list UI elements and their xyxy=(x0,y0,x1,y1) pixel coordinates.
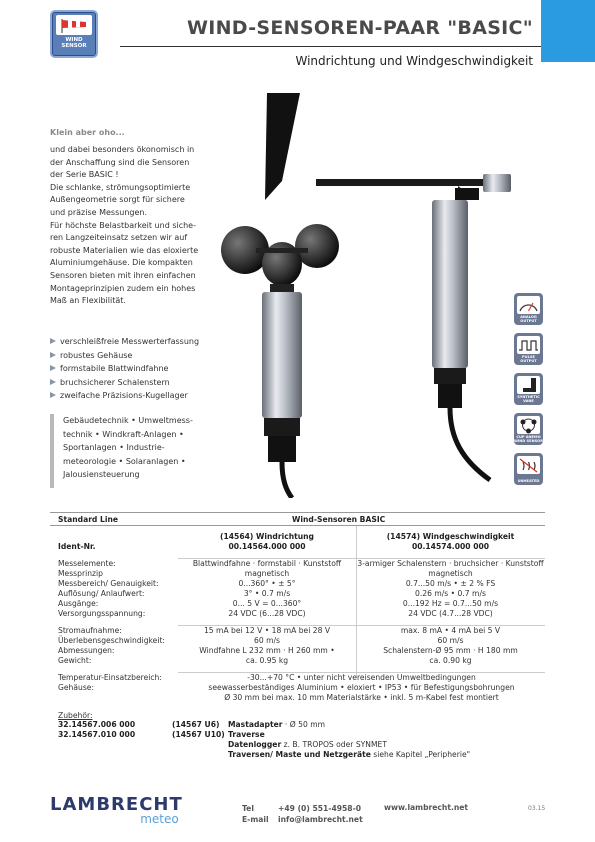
product-photo xyxy=(200,88,520,498)
accessory-row: 32.14567.006 000 (14567 U6) Mastadapter · Ø 50 mm xyxy=(58,720,325,729)
feature-icon-column xyxy=(514,293,544,493)
table-row: Messelemente: Blattwindfahne · formstabil · Kunststoff 3-armiger Schalenstern · bruchsicher · Kunststoff xyxy=(58,559,544,568)
col1-ident: 00.14564.000 000 xyxy=(228,542,306,551)
table-row: Überlebensgeschwindigkeit: 60 m/s 60 m/s xyxy=(58,636,464,645)
table-row: Messprinzip magnetisch magnetisch xyxy=(58,569,473,578)
intro-line: Maß an Flexibilität. xyxy=(50,296,126,306)
pulse-output-icon: PULSE OUTPUT xyxy=(514,333,543,365)
feature-item: robustes Gehäuse xyxy=(50,349,199,363)
accessory-row: Datenlogger z. B. TROPOS oder SYNMET xyxy=(228,740,387,749)
website-link[interactable]: www.lambrecht.net xyxy=(384,803,469,812)
intro-line: und dabei besonders ökonomisch in xyxy=(50,145,195,154)
intro-line: Außengeometrie sorgt für sichere xyxy=(50,195,185,205)
intro-line: ren Langzeiteinsatz setzen wir auf xyxy=(50,233,188,243)
badge-label-line2: SENSOR xyxy=(61,43,87,49)
accessory-row: Traversen/ Maste und Netzgeräte siehe Kapitel „Peripherie" xyxy=(228,750,471,759)
feature-item: formstabile Blattwindfahne xyxy=(50,362,199,376)
intro-line: und präzise Messungen. xyxy=(50,207,147,217)
applications-line: meteorologie • Solaranlagen • xyxy=(63,456,186,466)
triangle-bullet-icon xyxy=(50,338,56,344)
accessory-row: 32.14567.010 000 (14567 U10) Traverse xyxy=(58,730,265,739)
intro-line: robuste Materialien wie das eloxierte xyxy=(50,245,199,255)
table-row: Temperatur-Einsatzbereich: -30...+70 °C • unter nicht vereisenden Umweltbedingungen xyxy=(58,673,476,682)
table-row: Versorgungsspannung: 24 VDC (6...28 VDC) 24 VDC (4.7...28 VDC) xyxy=(58,609,493,618)
col2-ident: 00.14574.000 000 xyxy=(411,542,490,551)
col1-title: (14564) Windrichtung xyxy=(220,532,314,541)
feature-item: verschleißfreie Messwerterfassung xyxy=(50,335,199,349)
intro-line: Aluminiumgehäuse. Die kompakten xyxy=(50,258,193,268)
tel-value[interactable]: +49 (0) 551-4958-0 xyxy=(278,804,362,813)
table-row: Ø 30 mm bei max. 10 mm Materialstärke • inkl. 5 m-Kabel fest montiert xyxy=(224,693,499,702)
table-row: Gewicht: ca. 0.95 kg ca. 0.90 kg xyxy=(58,656,472,665)
synthetic-vane-icon: SYNTHETIC VANE xyxy=(514,373,543,405)
unheated-icon: UNHEATED xyxy=(514,453,543,485)
spec-rows xyxy=(50,558,545,703)
feature-list xyxy=(50,335,199,403)
col2-title: (14574) Windgeschwindigkeit xyxy=(386,532,515,541)
intro-line: der Serie BASIC ! xyxy=(50,170,119,180)
applications-box xyxy=(50,414,200,488)
ident-label: Ident-Nr. xyxy=(58,542,96,551)
applications-line: Gebäudetechnik • Umweltmess- xyxy=(63,416,193,425)
wind-vane xyxy=(265,93,511,480)
triangle-bullet-icon xyxy=(50,379,56,385)
intro-heading: Klein aber oho... xyxy=(50,128,125,137)
spec-table xyxy=(50,512,545,760)
cup-anemometer-icon: CUP ANEMO WIND SENSOR xyxy=(514,413,543,445)
triangle-bullet-icon xyxy=(50,365,56,371)
table-row: Gehäuse: seewasserbeständiges Aluminium • eloxiert • IP53 • für Befestigungsbohrungen xyxy=(58,683,515,692)
triangle-bullet-icon xyxy=(50,392,56,398)
cup-anemometer xyxy=(221,224,339,498)
email-link[interactable]: info@lambrecht.net xyxy=(278,815,363,824)
applications-line: Sportanlagen • Industrie- xyxy=(63,443,165,452)
tel-label: Tel xyxy=(242,804,254,813)
analog-output-icon: ANALOG OUTPUT xyxy=(514,293,543,325)
feature-item: zweifache Präzisions-Kugellager xyxy=(50,389,199,403)
intro-line: der Anschaffung sind die Sensoren xyxy=(50,157,190,167)
column-headers xyxy=(50,526,545,551)
badge-label-line1: WIND xyxy=(65,37,83,43)
intro-line: Die schlanke, strömungsoptimierte xyxy=(50,182,191,192)
applications-line: technik • Windkraft-Anlagen • xyxy=(63,429,184,439)
product-line-label: Wind-Sensoren BASIC xyxy=(292,515,386,524)
page-title: WIND-SENSOREN-PAAR "BASIC" xyxy=(186,17,533,39)
table-row: Stromaufnahme: 15 mA bei 12 V • 18 mA bei 28 V max. 8 mA • 4 mA bei 5 V xyxy=(58,626,501,635)
contact-block xyxy=(242,803,363,825)
table-row: Ausgänge: 0... 5 V = 0...360° 0...192 Hz = 0.7...50 m/s xyxy=(58,599,499,608)
applications-line: Jalousiensteuerung xyxy=(63,470,140,479)
corner-accent-tab xyxy=(541,0,595,62)
triangle-bullet-icon xyxy=(50,352,56,358)
table-row: Auflösung/ Anlaufwert: 3° • 0.7 m/s 0.26 m/s • 0.7 m/s xyxy=(58,589,486,598)
windsock-icon xyxy=(56,15,92,35)
wind-sensor-badge xyxy=(50,10,98,58)
table-row: Messbereich/ Genauigkeit: 0...360° • ± 5° 0.7...50 m/s • ± 2 % FS xyxy=(58,579,496,588)
page-code: 03.15 xyxy=(528,805,546,812)
logo-main-text: LAMBRECHT xyxy=(50,794,183,815)
accessories-title: Zubehör: xyxy=(58,711,93,720)
intro-line: Sensoren bieten mit ihren einfachen xyxy=(50,270,196,280)
table-row: Abmessungen: Windfahne L 232 mm · H 260 mm • Schalenstern-Ø 95 mm · H 180 mm xyxy=(58,646,518,655)
standard-line-label: Standard Line xyxy=(58,515,119,524)
intro-text xyxy=(50,144,200,308)
title-divider xyxy=(120,46,541,47)
intro-line: Für höchste Belastbarkeit und siche- xyxy=(50,220,196,230)
lambrecht-logo xyxy=(50,796,183,825)
accessories-section xyxy=(50,711,545,760)
email-label: E-mail xyxy=(242,815,269,824)
feature-item: bruchsicherer Schalenstern xyxy=(50,376,199,390)
spec-table-header xyxy=(50,512,545,526)
logo-sub-text: meteo xyxy=(140,812,179,826)
page-subtitle: Windrichtung und Windgeschwindigkeit xyxy=(295,54,533,68)
intro-line: Montageprinzipien zudem ein hohes xyxy=(50,283,196,293)
